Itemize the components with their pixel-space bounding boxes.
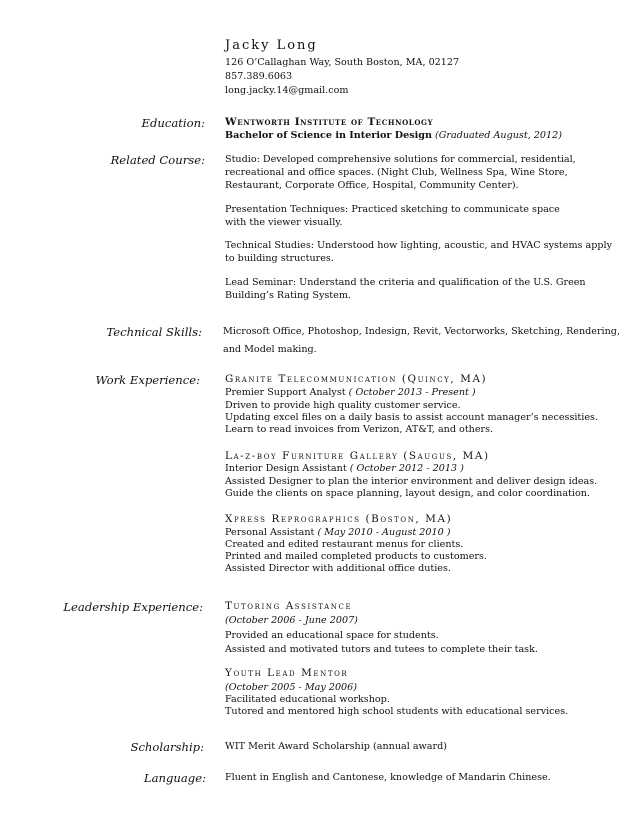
language-label: Language: — [143, 771, 206, 785]
leadership-2-duty-1: Facilitated educational workshop. — [225, 694, 390, 705]
job-1-title: Premier Support Analyst — [225, 387, 346, 398]
job-3-location: (Boston, MA) — [365, 513, 453, 525]
leadership-2-duty-2: Tutored and mentored high school students with educational services. — [225, 706, 569, 717]
job-3-title: Personal Assistant — [225, 527, 315, 538]
lead-seminar-line-2: Building’s Rating System. — [225, 290, 351, 301]
degree-line — [225, 130, 562, 141]
phone: 857.389.6063 — [225, 71, 293, 82]
work-experience-label: Work Experience: — [95, 373, 200, 387]
job-3-duty-3: Assisted Director with additional office duties. — [225, 563, 451, 574]
leadership-2-role: Youth Lead Mentor — [225, 667, 349, 679]
presentation-line-1: Presentation Techniques: Practiced sketching to communicate space — [225, 204, 560, 215]
job-1-dates: ( October 2013 - Present ) — [348, 387, 476, 398]
job-1-employer: Granite Telecommunication — [225, 373, 397, 385]
job-2-location: (Saugus, MA) — [403, 450, 490, 462]
job-1-duty-2: Updating excel files on a daily basis to assist account manager’s necessities. — [225, 412, 599, 423]
leadership-2-dates: (October 2005 - May 2006) — [225, 682, 357, 693]
studio-line-3: Restaurant, Corporate Office, Hospital, Community Center). — [225, 180, 519, 191]
address: 126 O’Callaghan Way, South Boston, MA, 02127 — [225, 57, 460, 68]
education-label: Education: — [141, 116, 205, 130]
technical-skills-label: Technical Skills: — [106, 325, 202, 339]
job-3-duty-1: Created and edited restaurant menus for clients. — [225, 539, 464, 550]
job-1-title-line — [225, 387, 476, 398]
language-text: Fluent in English and Cantonese, knowledge of Mandarin Chinese. — [225, 772, 551, 783]
graduation-date: (Graduated August, 2012) — [435, 130, 562, 141]
job-1-duty-3: Learn to read invoices from Verizon, AT&T, and others. — [225, 424, 494, 435]
applicant-name: Jacky Long — [225, 38, 318, 53]
skills-line-2: and Model making. — [223, 344, 317, 355]
job-3-employer: Xpress Reprographics — [225, 513, 361, 525]
job-2-employer: La-z-boy Furniture Gallery — [225, 450, 399, 462]
job-2-duty-2: Guide the clients on space planning, layout design, and color coordination. — [225, 488, 590, 499]
job-2-dates: ( October 2012 - 2013 ) — [349, 463, 464, 474]
job-2-duty-1: Assisted Designer to plan the interior environment and deliver design ideas. — [225, 476, 598, 487]
presentation-line-2: with the viewer visually. — [225, 217, 343, 228]
job-3-heading — [225, 513, 452, 525]
job-3-title-line — [225, 527, 450, 538]
job-1-duty-1: Driven to provide high quality customer service. — [225, 400, 461, 411]
scholarship-text: WIT Merit Award Scholarship (annual award) — [225, 741, 447, 752]
leadership-1-duty-1: Provided an educational space for students. — [225, 630, 439, 641]
leadership-1-role: Tutoring Assistance — [225, 600, 353, 612]
job-1-location: (Quincy, MA) — [401, 373, 488, 385]
job-3-duty-2: Printed and mailed completed products to customers. — [225, 551, 487, 562]
leadership-1-duty-2: Assisted and motivated tutors and tutees to complete their task. — [225, 644, 538, 655]
job-2-title: Interior Design Assistant — [225, 463, 347, 474]
technical-studies-line-1: Technical Studies: Understood how lighting, acoustic, and HVAC systems apply — [225, 240, 613, 251]
email: long.jacky.14@gmail.com — [225, 85, 349, 96]
leadership-experience-label: Leadership Experience: — [63, 600, 203, 614]
related-course-label: Related Course: — [110, 153, 205, 167]
job-3-dates: ( May 2010 - August 2010 ) — [317, 527, 451, 538]
job-2-title-line — [225, 463, 464, 474]
scholarship-label: Scholarship: — [130, 740, 204, 754]
lead-seminar-line-1: Lead Seminar: Understand the criteria and qualification of the U.S. Green — [225, 277, 586, 288]
studio-line-1: Studio: Developed comprehensive solutions for commercial, residential, — [225, 154, 576, 165]
job-2-heading — [225, 450, 490, 462]
school-name: Wentworth Institute of Technology — [225, 116, 434, 128]
job-1-heading — [225, 373, 487, 385]
technical-studies-line-2: to building structures. — [225, 253, 334, 264]
leadership-1-dates: (October 2006 - June 2007) — [225, 615, 358, 626]
skills-line-1: Microsoft Office, Photoshop, Indesign, Revit, Vectorworks, Sketching, Rendering, — [223, 326, 620, 337]
degree: Bachelor of Science in Interior Design — [225, 130, 432, 141]
studio-line-2: recreational and office spaces. (Night Club, Wellness Spa, Wine Store, — [225, 167, 568, 178]
